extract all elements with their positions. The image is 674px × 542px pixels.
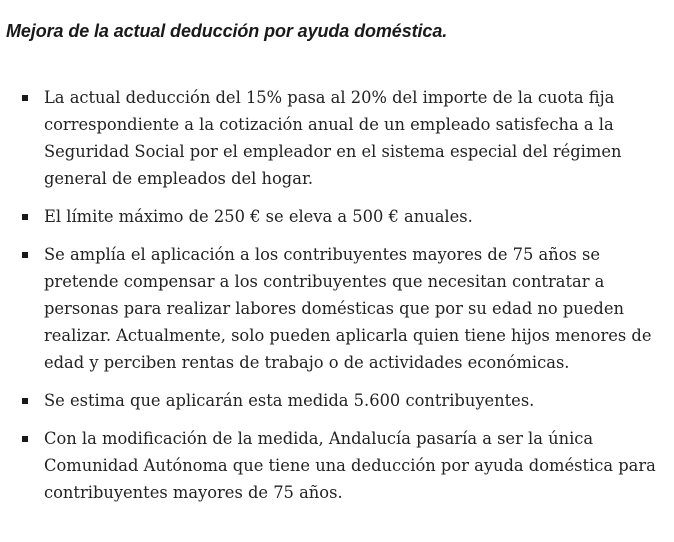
list-item-text: Con la modificación de la medida, Andalucía pasaría a ser la única Comunidad Autónoma que tiene una deducción por ayuda doméstica para contribuyentes mayores de 75 años. xyxy=(44,429,656,502)
square-bullet-icon xyxy=(22,398,28,404)
square-bullet-icon xyxy=(22,252,28,258)
list-item xyxy=(0,425,674,506)
list-item-text: El límite máximo de 250 € se eleva a 500 € anuales. xyxy=(44,207,473,226)
square-bullet-icon xyxy=(22,95,28,101)
square-bullet-icon xyxy=(22,214,28,220)
list-item-text: La actual deducción del 15% pasa al 20% del importe de la cuota fija correspondiente a la cotización anual de un empleado satisfecha a la Seguridad Social por el empleador en el sistema especial del régimen general de empleados del hogar. xyxy=(44,88,622,188)
list-item-text: Se amplía el aplicación a los contribuyentes mayores de 75 años se pretende compensar a los contribuyentes que necesitan contratar a personas para realizar labores domésticas que por su edad no pueden realizar. Actualmente, solo pueden aplicarla quien tiene hijos menores de edad y perciben rentas de trabajo o de actividades económicas. xyxy=(44,245,652,372)
list-item xyxy=(0,203,674,230)
list-item xyxy=(0,84,674,192)
section-heading: Mejora de la actual deducción por ayuda doméstica. xyxy=(6,21,448,41)
list-item xyxy=(0,387,674,414)
list-item-text: Se estima que aplicarán esta medida 5.600 contribuyentes. xyxy=(44,391,535,410)
list-item xyxy=(0,241,674,376)
bullet-list xyxy=(0,84,674,517)
square-bullet-icon xyxy=(22,436,28,442)
